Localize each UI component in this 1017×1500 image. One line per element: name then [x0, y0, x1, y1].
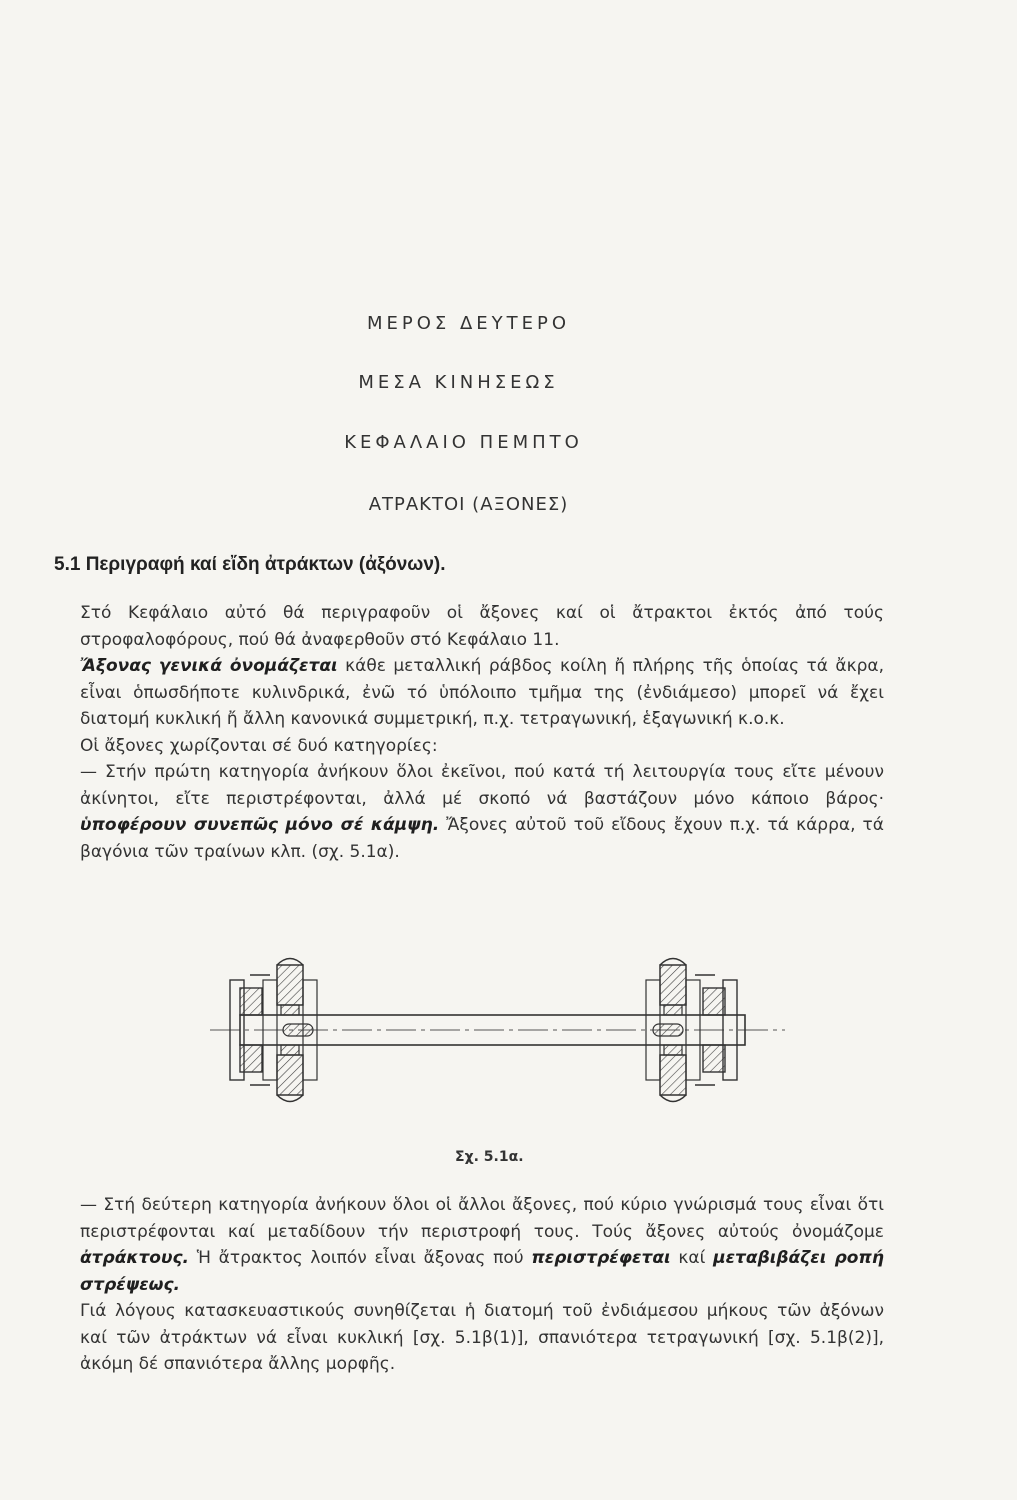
chapter-title: ΑΤΡΑΚΤΟΙ (ΑΞΟΝΕΣ): [368, 494, 569, 515]
spindle-emphasis: ἀτράκτους.: [80, 1248, 189, 1268]
left-key: [283, 1024, 313, 1036]
bending-emphasis: ὑποφέρουν συνεπῶς μόνο σέ κάμψη.: [80, 815, 440, 835]
torque-emphasis: μεταβιβάζει ροπή στρέψεως.: [80, 1248, 884, 1295]
paragraph-4-text-a: — Στήν πρώτη κατηγορία ἀνήκουν ὅλοι ἐκεῖνοι, πού κατά τή λειτουργία τους εἴτε μένουν ἀκίνητοι, εἴτε περιστρέφονται, ἀλλά μέ σκοπό νά βαστάζουν μόνο κάποιο βάρος·: [80, 762, 884, 809]
paragraph-2: [80, 653, 884, 733]
right-key: [653, 1024, 683, 1036]
paragraph-3: [80, 733, 884, 760]
paragraph-5: [80, 1192, 884, 1298]
paragraph-5-text-a: — Στή δεύτερη κατηγορία ἀνήκουν ὅλοι οἱ ἄλλοι ἄξονες, πού κύριο γνώρισμά τους εἶναι ὅτι περιστρέφονται καί μεταδίδουν τήν περιστροφή τους. Τούς ἄξονες αὐτούς ὀνομάζομε: [80, 1195, 884, 1242]
text-block-2: [80, 1192, 884, 1378]
paragraph-2-text: κάθε μεταλλική ράβδος κοίλη ἤ πλήρης τῆς ὁποίας τά ἄκρα, εἶναι ὁπωσδήποτε κυλινδρικά, ἐνῶ τό ὑπόλοιπο τμῆμα της (ἐνδιάμεσο) μπορεῖ νά ἔχει διατομή κυκλική ἤ ἄλλη κανονικά συμμετρική, π.χ. τετραγωνική, ἑξαγωνική κ.ο.κ.: [80, 656, 884, 729]
paragraph-1: [80, 600, 884, 653]
axis-definition-emphasis: Ἄξονας γενικά ὀνομάζεται: [80, 656, 338, 676]
text-block-1: [80, 600, 884, 865]
paragraph-3-text: Οἱ ἄξονες χωρίζονται σέ δυό κατηγορίες:: [80, 735, 438, 756]
rotates-emphasis: περιστρέφεται: [531, 1248, 671, 1268]
axle-figure: [205, 940, 805, 1150]
figure-caption: Σχ. 5.1α.: [455, 1149, 524, 1165]
paragraph-6: [80, 1298, 884, 1378]
section-title: 5.1 Περιγραφή καί εἴδη ἀτράκτων (ἀξόνων).: [54, 554, 446, 575]
chapter-heading: ΚΕΦΑΛΑΙΟ ΠΕΜΠΤΟ: [344, 432, 583, 453]
part-heading: ΜΕΡΟΣ ΔΕΥΤΕΡΟ: [366, 313, 571, 334]
paragraph-5-text-c: καί: [670, 1248, 714, 1268]
paragraph-4-text-b: Ἄξονες αὐτοῦ τοῦ εἴδους ἔχουν π.χ. τά κάρρα, τά βαγόνια τῶν τραίνων κλπ. (σχ. 5.1α).: [80, 815, 885, 862]
paragraph-5-text-b: Ἡ ἄτρακτος λοιπόν εἶναι ἄξονας πού: [189, 1248, 532, 1268]
subject-heading: ΜΕΣΑ ΚΙΝΗΣΕΩΣ: [358, 372, 559, 393]
paragraph-4: [80, 759, 884, 865]
paragraph-6-text: Γιά λόγους κατασκευαστικούς συνηθίζεται ἡ διατομή τοῦ ἐνδιάμεσου μήκους τῶν ἀξόνων καί τῶν ἀτράκτων νά εἶναι κυκλική [σχ. 5.1β(1)], σπανιότερα τετραγωνική [σχ. 5.1β(2)], ἀκόμη δέ σπανιότερα ἄλλης μορφῆς.: [80, 1301, 884, 1374]
paragraph-1-text: Στό Κεφάλαιο αὐτό θά περιγραφοῦν οἱ ἄξονες καί οἱ ἄτρακτοι ἐκτός ἀπό τούς στροφαλοφόρους, πού θά ἀναφερθοῦν στό Κεφάλαιο 11.: [80, 603, 884, 650]
